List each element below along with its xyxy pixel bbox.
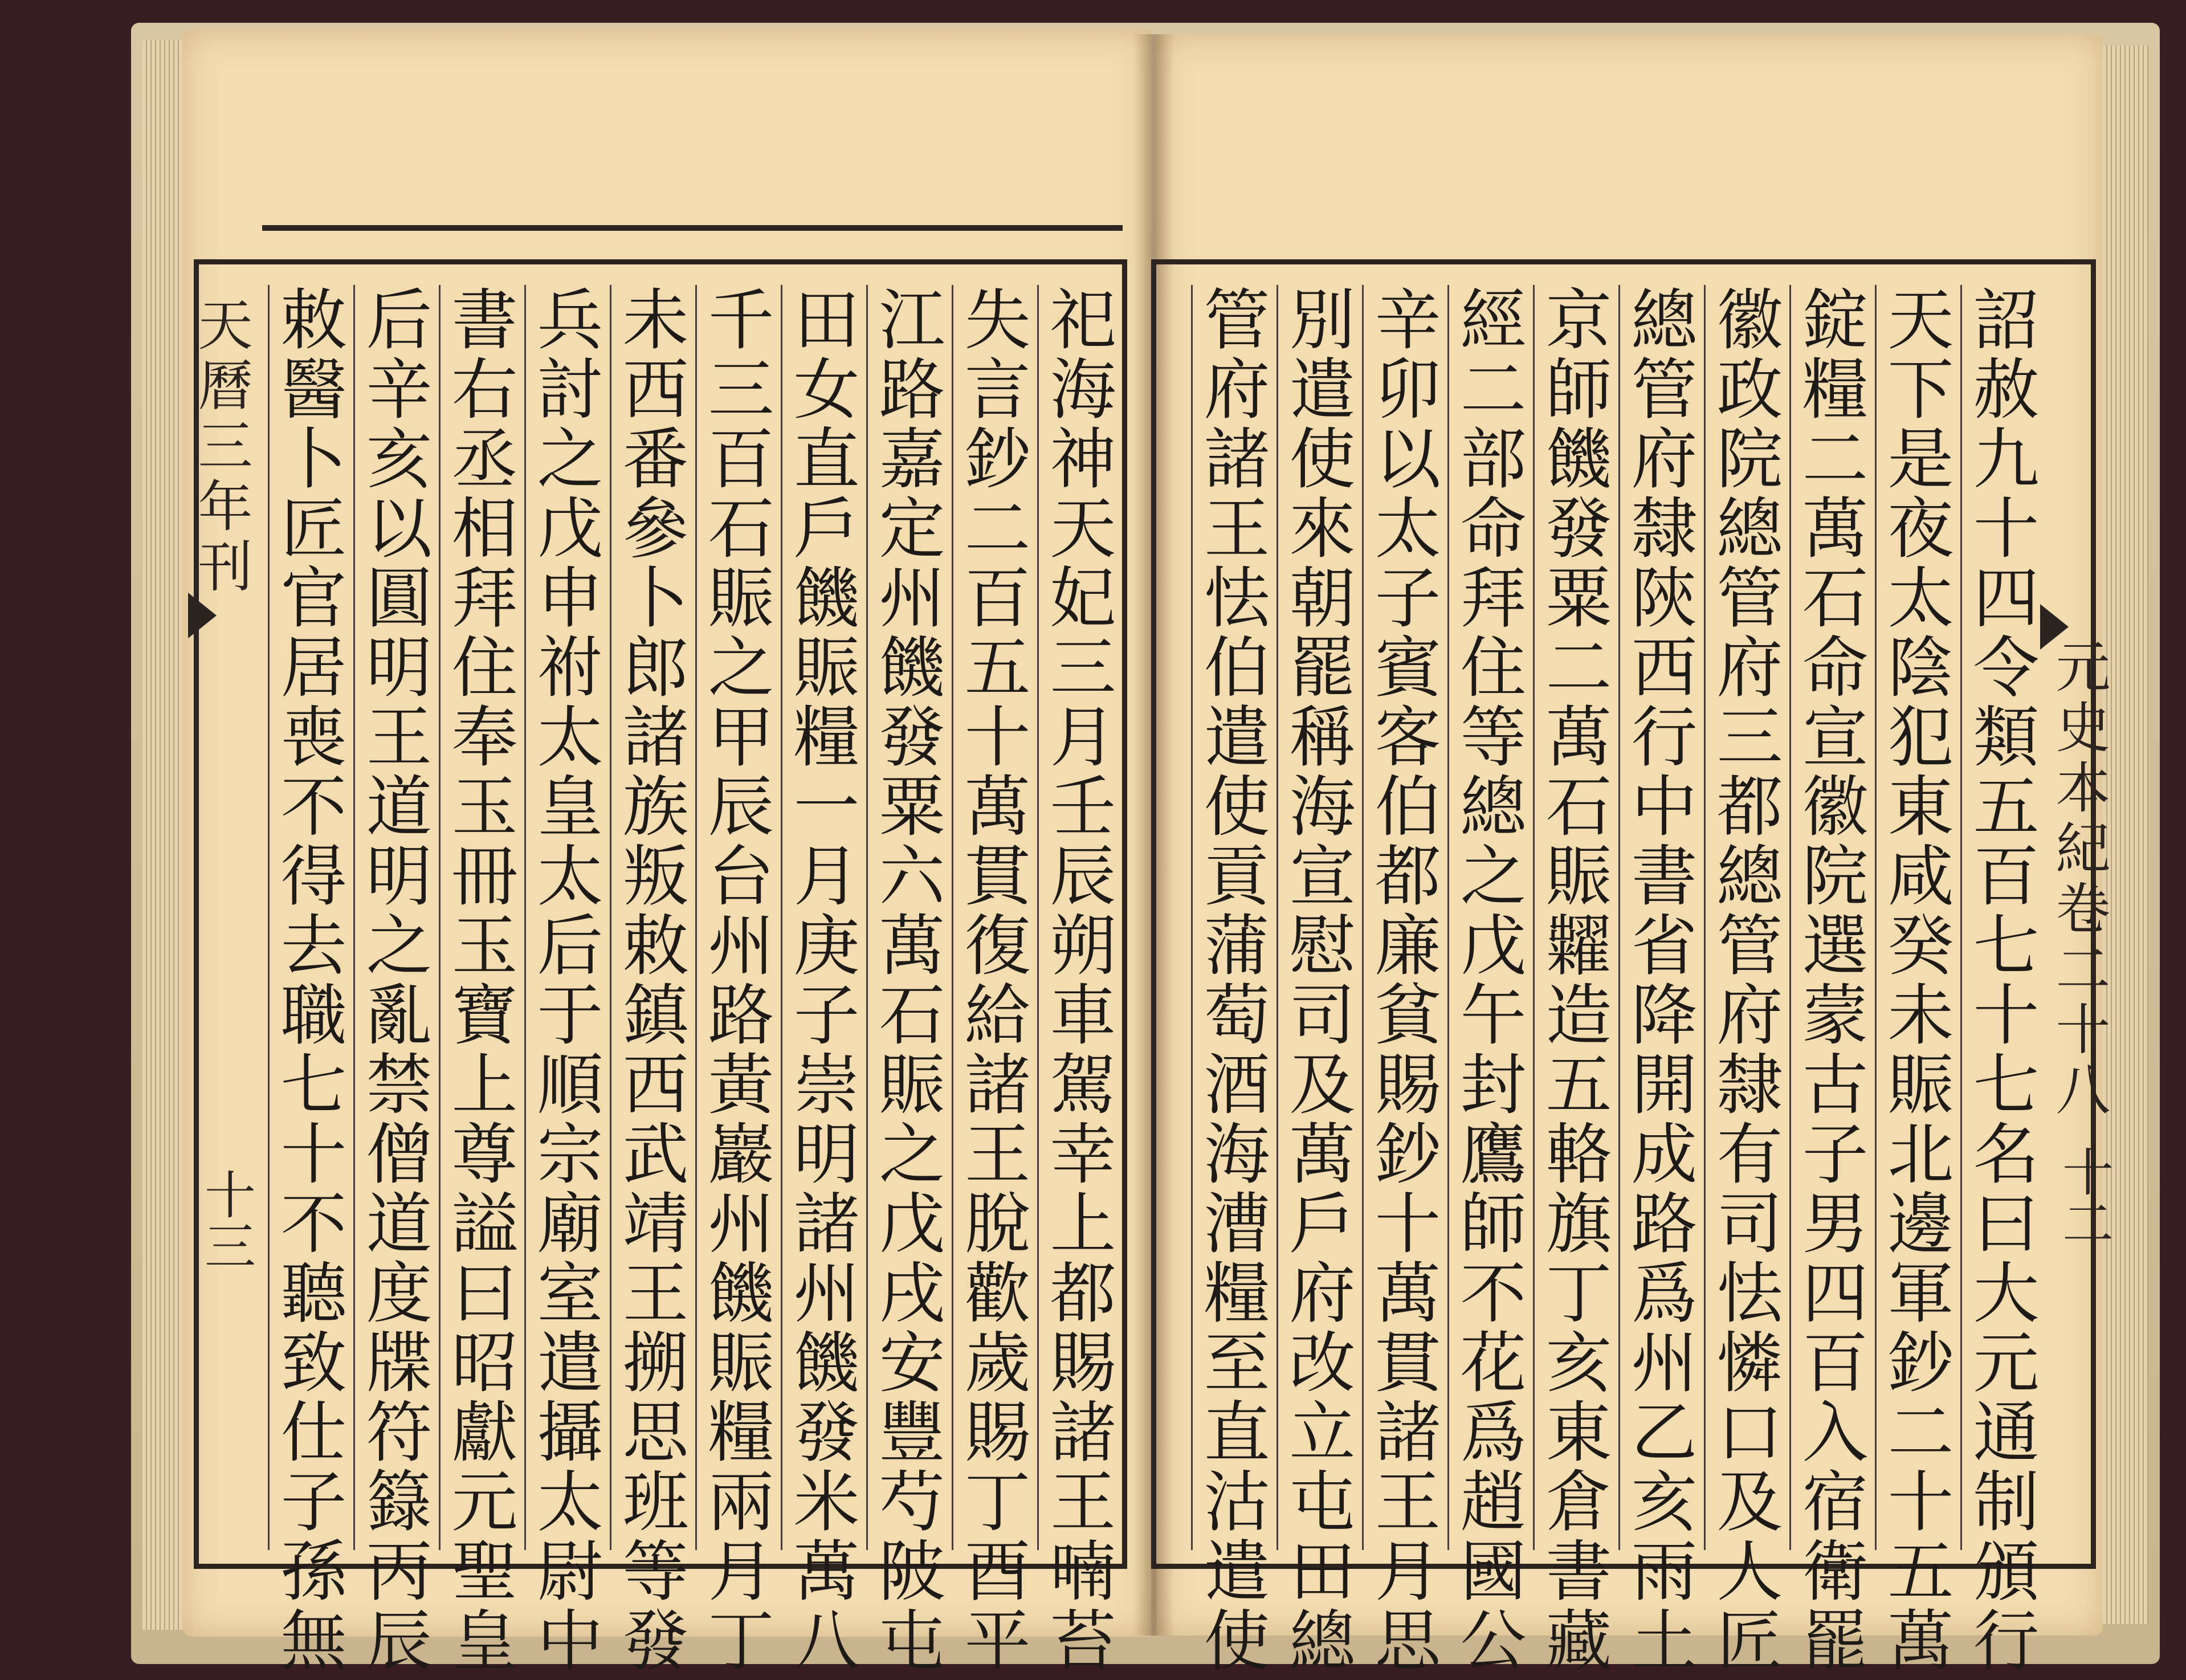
left-column-7: 兵討之戊申祔太皇太后于順宗廟室遣攝太尉中 [524,285,604,1550]
left-column-8: 書右丞相拜住奉玉冊玉寶上尊謚曰昭獻元聖皇 [439,285,519,1550]
left-margin-label: 天曆三年刊 [189,296,253,598]
left-column-5: 千三百石賑之甲辰台州路黃巖州饑賑糧兩月丁 [695,285,775,1550]
right-margin-label: 元史本紀卷二十八 [2047,638,2111,1122]
left-folio: 十三 [195,1168,255,1271]
left-column-3: 江路嘉定州饑發粟六萬石賑之戊戌安豐芍陂屯 [866,285,946,1550]
left-column-4: 田女直戶饑賑糧一月庚子崇明諸州饑發米萬八 [781,285,860,1550]
right-column-2: 天下是夜太陰犯東咸癸未賑北邊軍鈔二十五萬 [1875,285,1955,1550]
right-column-3: 錠糧二萬石命宣徽院選蒙古子男四百入宿衛罷 [1789,285,1869,1550]
right-column-4: 徽政院總管府三都總管府隸有司怯憐口及人匠 [1704,285,1784,1550]
right-column-7: 經二部命拜住等總之戊午封鷹師不花爲趙國公 [1447,285,1527,1550]
left-top-rule [262,225,1123,231]
left-column-2: 失言鈔二百五十萬貫復給諸王脫歡歲賜丁酉平 [952,285,1031,1550]
right-column-10: 管府諸王怯伯遣使貢蒲萄酒海漕糧至直沽遣使 [1191,285,1271,1550]
left-column-1: 祀海神天妃三月壬辰朔車駕幸上都賜諸王喃苔 [1037,285,1117,1550]
right-column-8: 辛卯以太子賓客伯都廉貧賜鈔十萬貫諸王月思 [1362,285,1442,1550]
right-column-1: 詔赦九十四令類五百七十七名曰大元通制頒行 [1960,285,2040,1550]
right-column-5: 總管府隸陝西行中書省降開成路爲州乙亥雨土 [1618,285,1698,1550]
right-column-9: 別遣使來朝罷稱海宣慰司及萬戶府改立屯田總 [1276,285,1356,1550]
left-fishtail-mark [188,593,217,638]
right-column-6: 京師饑發粟二萬石賑糶造五輅旗丁亥東倉書藏 [1533,285,1613,1550]
left-column-10: 敕醫卜匠官居喪不得去職七十不聽致仕子孫無 [268,285,348,1550]
page-edges-left [142,40,182,1630]
left-column-9: 后辛亥以圓明王道明之亂禁僧道度牒符籙丙辰 [353,285,433,1550]
left-column-6: 未西番參卜郎諸族叛敕鎮西武靖王搠思班等發 [610,285,690,1550]
right-folio: 十二 [2053,1145,2113,1248]
